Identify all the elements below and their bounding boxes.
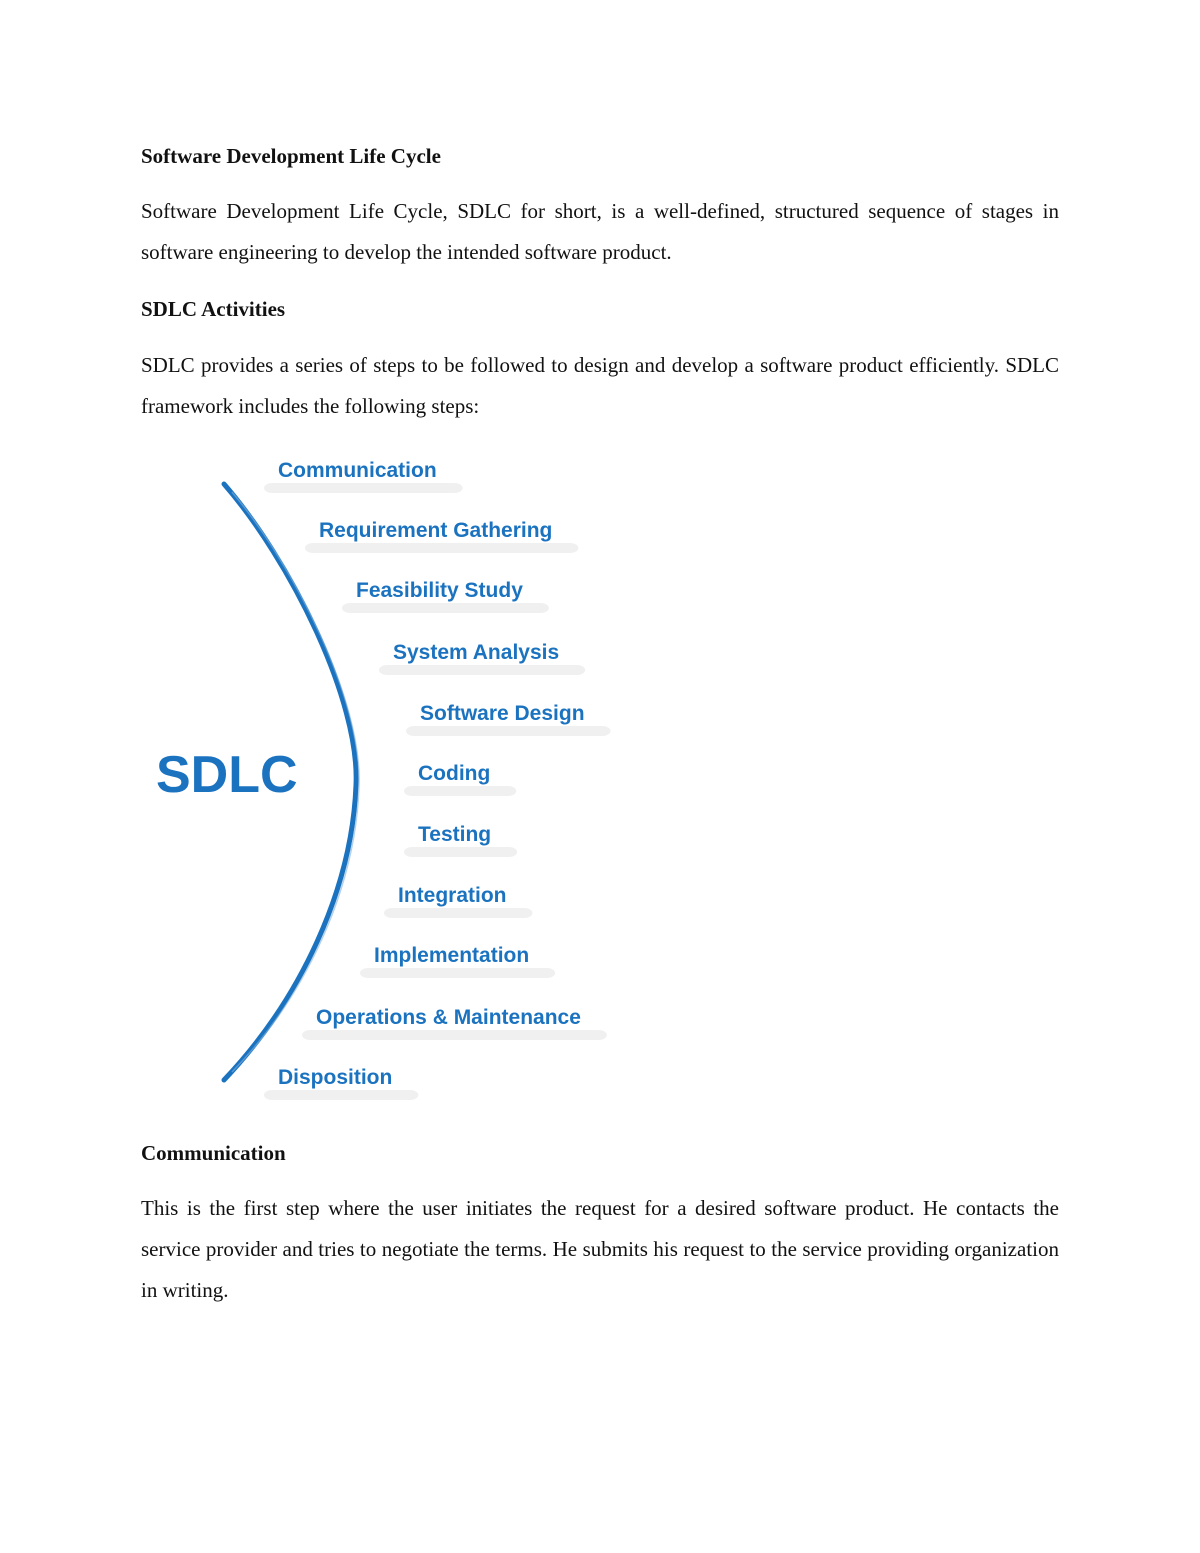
sdlc-step-label: Coding [418, 762, 491, 785]
sdlc-step-label: Operations & Maintenance [316, 1006, 581, 1029]
sdlc-step-label: Requirement Gathering [319, 519, 553, 542]
sdlc-step-shadow [379, 665, 585, 675]
communication-paragraph: This is the first step where the user initiates the request for a desired software product. He contacts the service provider and tries to negotiate the terms. He submits his request to the service providing organization in writing. [141, 1196, 1059, 1302]
sdlc-step [264, 1066, 418, 1100]
sdlc-step [342, 579, 549, 613]
sdlc-step [379, 641, 585, 675]
sdlc-step [360, 944, 555, 978]
sdlc-step-label: Software Design [420, 702, 585, 725]
intro-paragraph: Software Development Life Cycle, SDLC for short, is a well-defined, structured sequence of stages in software engineering to develop the intended software product. [141, 199, 1059, 264]
sdlc-step-shadow [264, 483, 463, 493]
sdlc-step-shadow [404, 786, 516, 796]
sdlc-step-label: Communication [278, 459, 437, 482]
sdlc-center-label-group [156, 746, 298, 804]
sdlc-step-label: Feasibility Study [356, 579, 523, 602]
sdlc-step-label: System Analysis [393, 641, 560, 664]
sdlc-step [404, 823, 517, 857]
sdlc-step-label: Testing [418, 823, 492, 846]
sdlc-steps [264, 459, 611, 1100]
sdlc-step-shadow [302, 1030, 607, 1040]
sdlc-step [264, 459, 463, 493]
sdlc-step-label: Disposition [278, 1066, 393, 1089]
sdlc-step [302, 1006, 607, 1040]
sdlc-step-shadow [384, 908, 533, 918]
sdlc-step-label: Implementation [374, 944, 530, 967]
sdlc-step-shadow [305, 543, 578, 553]
sdlc-step [305, 519, 578, 553]
sdlc-step-label: Integration [398, 884, 507, 907]
sdlc-center-label: SDLC [156, 746, 298, 804]
activities-paragraph: SDLC provides a series of steps to be followed to design and develop a software product efficiently. SDLC framework includes the following steps: [141, 353, 1059, 418]
sdlc-step-shadow [360, 968, 555, 978]
sdlc-step-shadow [404, 847, 517, 857]
activities-heading: SDLC Activities [141, 297, 286, 321]
sdlc-step-shadow [264, 1090, 418, 1100]
sdlc-step [406, 702, 611, 736]
sdlc-diagram [140, 440, 660, 1120]
sdlc-step [404, 762, 516, 796]
page-title: Software Development Life Cycle [141, 144, 441, 168]
sdlc-step [384, 884, 533, 918]
sdlc-step-shadow [406, 726, 611, 736]
communication-heading: Communication [141, 1141, 286, 1165]
sdlc-step-shadow [342, 603, 549, 613]
